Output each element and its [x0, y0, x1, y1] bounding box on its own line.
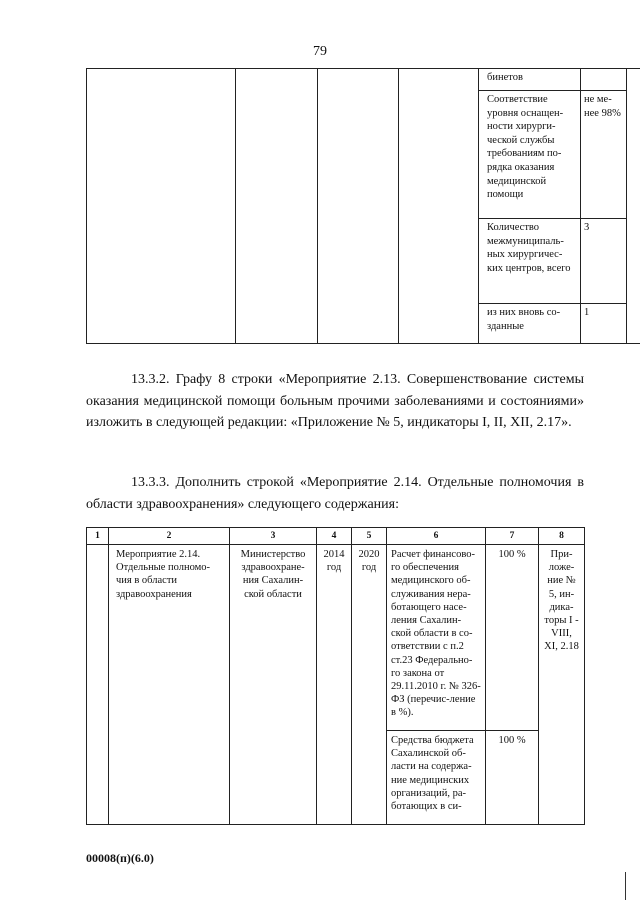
empty-cell — [236, 69, 318, 344]
table-row — [87, 545, 585, 731]
indicator-value — [581, 69, 627, 91]
column-header: 5 — [352, 528, 387, 545]
top-continuation-table — [86, 68, 640, 344]
indicator-cell: Средства бюджета Сахалинской об-ласти на содержа-ние медицинских организаций, ра-ботающих в си- — [387, 731, 486, 825]
indicator-value: 3 — [581, 219, 627, 304]
column-header: 7 — [486, 528, 539, 545]
new-activity-table — [86, 527, 585, 825]
scan-edge-mark — [625, 872, 626, 900]
empty-cell — [399, 69, 479, 344]
empty-cell — [627, 69, 640, 344]
empty-cell — [318, 69, 399, 344]
column-header: 1 — [87, 528, 109, 545]
indicator-cell: Количество межмуниципаль-ных хирургичес-ких центров, всего — [479, 219, 581, 304]
column-header: 6 — [387, 528, 486, 545]
column-header: 2 — [109, 528, 230, 545]
start-year-cell: 2014 год — [317, 545, 352, 825]
indicator-cell: Расчет финансово-го обеспечения медицинского об-служивания нера-ботающего насе-ления Сахалин-ской области в со-ответствии с п.2 ст.23 Федерально-го закона от 29.11.2010 г. № 326-ФЗ (перечис-ление в %). — [387, 545, 486, 731]
column-header: 3 — [230, 528, 317, 545]
column-header: 8 — [539, 528, 585, 545]
amendment-paragraph — [86, 472, 584, 515]
document-code: 00008(п)(6.0) — [86, 851, 154, 865]
executor-cell: Министерство здравоохране-ния Сахалин-ской области — [230, 545, 317, 825]
indicator-cell: из них вновь со-зданные — [479, 304, 581, 344]
indicator-value: 100 % — [486, 731, 539, 825]
header-row — [87, 528, 585, 545]
amendment-paragraph — [86, 369, 584, 434]
empty-cell — [87, 69, 236, 344]
indicator-value: 100 % — [486, 545, 539, 731]
page-number: 79 — [313, 44, 327, 59]
indicator-value: не ме-нее 98% — [581, 91, 627, 219]
indicator-cell: бинетов — [479, 69, 581, 91]
appendix-cell: При-ложе-ние № 5, ин-дика-торы I - VIII, XI, 2.18 — [539, 545, 585, 825]
end-year-cell: 2020 год — [352, 545, 387, 825]
paragraph-text: 13.3.3. Дополнить строкой «Мероприятие 2.14. Отдельные полномочия в области здравоохранения» следующего содержания: — [86, 475, 584, 512]
column-header: 4 — [317, 528, 352, 545]
empty-cell — [87, 545, 109, 825]
table-row — [87, 69, 640, 91]
indicator-value: 1 — [581, 304, 627, 344]
activity-cell: Мероприятие 2.14. Отдельные полномо-чия в области здравоохранения — [109, 545, 230, 825]
indicator-cell: Соответствие уровня оснащен-ности хирурги-ческой службы требованиям по-рядка оказания медицинской помощи — [479, 91, 581, 219]
paragraph-text: 13.3.2. Графу 8 строки «Мероприятие 2.13. Совершенствование системы оказания медицинской помощи больным прочими заболеваниями и состояниями» изложить в следующей редакции: «Приложение № 5, индикаторы I, II, XII, 2.17». — [86, 372, 584, 430]
